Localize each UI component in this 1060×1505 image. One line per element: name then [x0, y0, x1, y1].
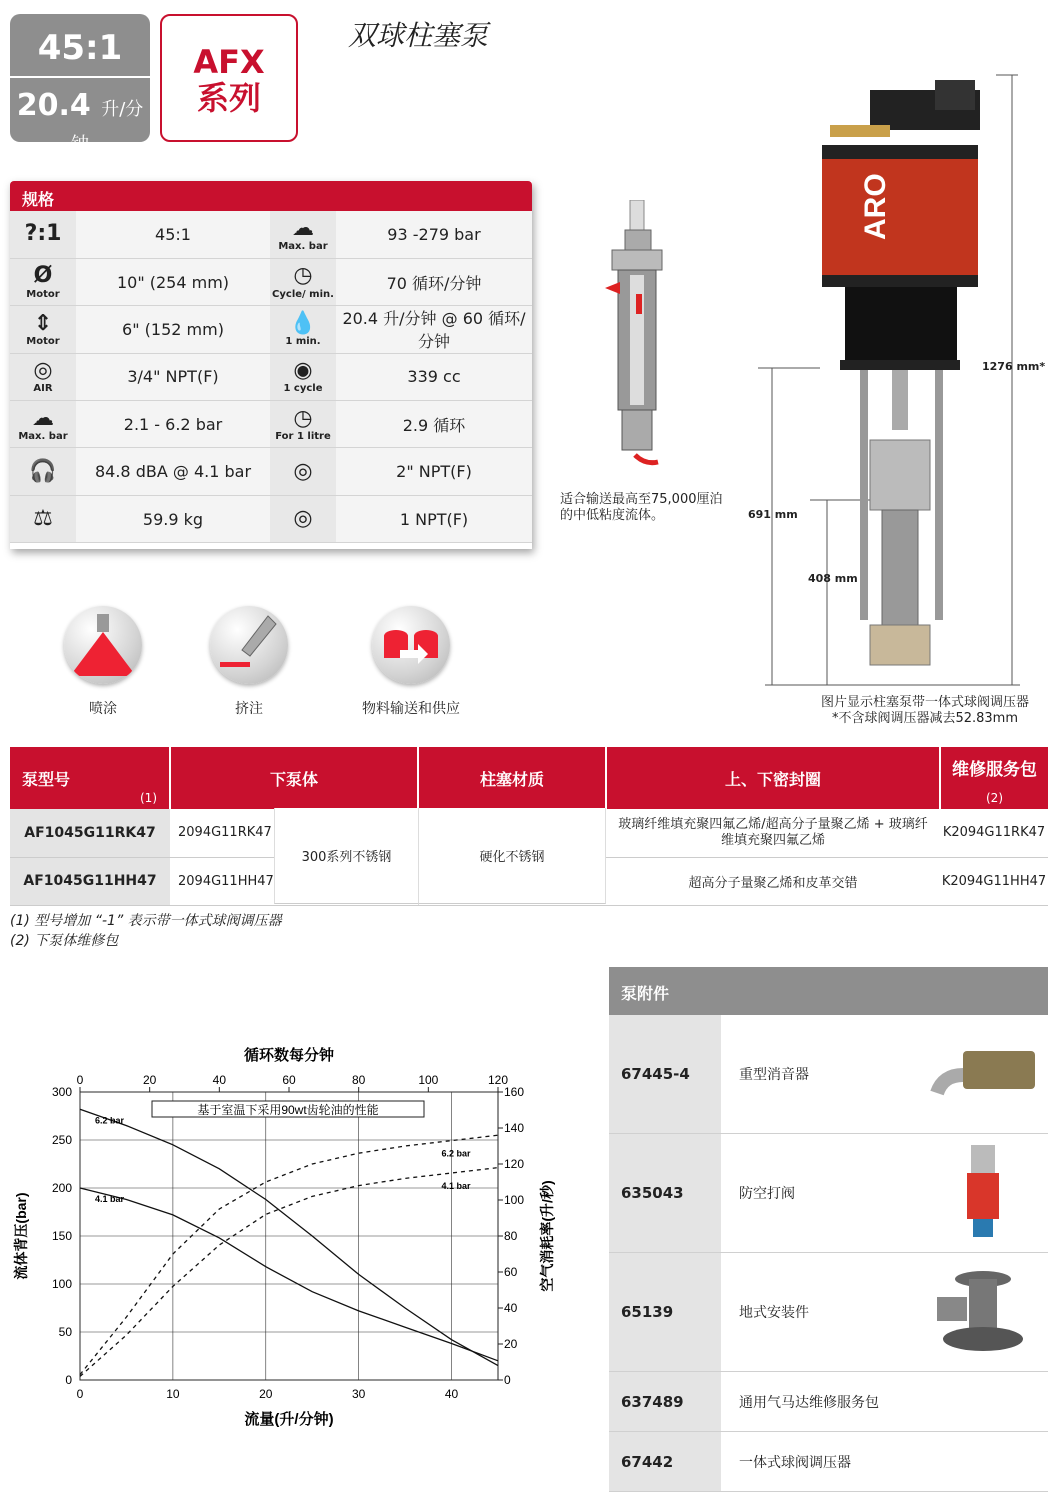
list-item	[609, 1253, 1048, 1372]
list-item	[609, 1015, 1048, 1134]
table-row	[10, 353, 532, 400]
ratio-icon: ?:1	[10, 211, 76, 258]
series-line	[80, 1135, 498, 1374]
y-tick-label: 200	[51, 1181, 72, 1195]
spec-value-right: 20.4 升/分钟 @ 60 循环/分钟	[336, 306, 532, 353]
floor-mount-icon	[918, 1253, 1048, 1371]
table-row	[10, 306, 532, 353]
series-label: 4.1 bar	[441, 1181, 471, 1191]
y2-tick-label: 120	[504, 1157, 525, 1171]
y2-tick-label: 40	[504, 1301, 518, 1315]
th-lower: 下泵体	[170, 747, 418, 809]
spec-value-left: 59.9 kg	[76, 495, 270, 542]
footnote-2: (2) 下泵体维修包	[10, 933, 119, 949]
app-extrude	[194, 606, 304, 718]
list-item	[609, 1372, 1048, 1432]
spec-value-left: 84.8 dBA @ 4.1 bar	[76, 448, 270, 495]
list-item	[609, 1134, 1048, 1253]
body-material: 300系列不锈钢	[274, 808, 418, 904]
x2-tick-label: 20	[142, 1073, 157, 1087]
series-label: 6.2 bar	[441, 1148, 471, 1159]
table-row	[10, 258, 532, 305]
model-cell: AF1045G11HH47	[10, 857, 170, 905]
lower-pump-caption: 适合输送最高至75,000厘泊的中低粘度流体。	[560, 492, 723, 523]
x2-tick-label: 120	[487, 1073, 509, 1087]
series-label: 6.2 bar	[95, 1115, 125, 1126]
spec-value-left: 2.1 - 6.2 bar	[76, 401, 270, 448]
spec-value-left: 10" (254 mm)	[76, 258, 270, 305]
table-row	[10, 448, 532, 495]
fluid-outlet-icon: ◎	[270, 495, 336, 542]
page-title: 双球柱塞泵	[348, 19, 489, 52]
y2-tick-label: 0	[504, 1373, 511, 1387]
dim-691: 691 mm	[748, 508, 798, 521]
lower-cell: 2094G11HH47	[170, 857, 418, 905]
x-tick-label: 40	[444, 1387, 459, 1401]
kit-cell: K2094G11HH47	[940, 857, 1048, 905]
table-row	[10, 211, 532, 258]
app-transfer	[356, 606, 466, 718]
series-line	[80, 1109, 498, 1365]
air-pressure-icon: ☁ Max. bar	[10, 401, 76, 448]
spec-value-left: 45:1	[76, 211, 270, 258]
muffler-icon	[918, 1015, 1048, 1133]
y-axis-label: 流体背压(bar)	[13, 1192, 29, 1280]
series-line	[80, 1188, 498, 1361]
spray-icon	[64, 606, 142, 684]
seal-cell: 超高分子量聚乙烯和皮革交错	[606, 857, 940, 905]
spec-value-left: 6" (152 mm)	[76, 306, 270, 353]
pump-caption-line1: 图片显示柱塞泵带一体式球阀调压器	[820, 695, 1029, 710]
series-label: 4.1 bar	[95, 1194, 125, 1204]
max-bar-icon: ☁ Max. bar	[270, 211, 336, 258]
part-number: 65139	[609, 1253, 721, 1371]
motor-diameter-icon: Ø Motor	[10, 258, 76, 305]
part-number: 637489	[609, 1372, 721, 1431]
app-label: 物料输送和供应	[362, 701, 460, 717]
cycle-volume-icon: ◉ 1 cycle	[270, 353, 336, 400]
y-tick-label: 150	[51, 1229, 72, 1243]
ratio-value: 45:1	[10, 14, 150, 78]
table-row	[10, 495, 532, 542]
table-row	[10, 401, 532, 448]
motor-stroke-icon: ⇕ Motor	[10, 306, 76, 353]
th-kit: 维修服务包 (2)	[940, 747, 1048, 809]
chart-title: 循环数每分钟	[243, 1047, 335, 1064]
flow-unit: 升/分钟	[71, 99, 144, 155]
x-tick-label: 20	[259, 1387, 273, 1401]
spec-value-right: 339 cc	[336, 353, 532, 400]
x-tick-label: 10	[166, 1387, 180, 1401]
y2-tick-label: 80	[504, 1229, 518, 1243]
spec-table	[10, 181, 532, 549]
app-label: 喷涂	[89, 701, 117, 717]
series-badge	[160, 14, 298, 142]
flow-1min-icon: 💧 1 min.	[270, 306, 336, 353]
flow-value: 20.4	[16, 88, 91, 123]
y-tick-label: 0	[65, 1373, 72, 1387]
x-axis-label: 流量(升/分钟)	[244, 1411, 334, 1428]
part-name: 一体式球阀调压器	[739, 1454, 851, 1471]
th-seal: 上、下密封圈	[606, 747, 940, 809]
kit-cell: K2094G11RK47	[940, 809, 1048, 857]
noise-icon: 🎧	[10, 448, 76, 495]
y2-tick-label: 140	[504, 1121, 525, 1135]
y2-tick-label: 100	[504, 1193, 525, 1207]
part-name: 防空打阀	[739, 1186, 795, 1202]
app-label: 挤注	[235, 701, 263, 717]
air-inlet-icon: ◎ AIR	[10, 353, 76, 400]
spec-value-right: 1 NPT(F)	[336, 495, 532, 542]
dim-total: 1276 mm*	[982, 360, 1046, 373]
y2-tick-label: 20	[504, 1337, 518, 1351]
th-model: 泵型号 (1)	[10, 747, 170, 809]
y2-tick-label: 60	[504, 1265, 518, 1279]
series-line2: 系列	[196, 79, 261, 117]
per-litre-icon: ◷ For 1 litre	[270, 401, 336, 448]
y-tick-label: 50	[58, 1325, 72, 1339]
y2-axis-label: 空气消耗率(升/秒)	[539, 1180, 555, 1292]
x2-tick-label: 80	[351, 1073, 366, 1087]
pump-image	[740, 70, 1050, 695]
chart-subtitle: 基于室温下采用90wt齿轮油的性能	[197, 1103, 379, 1117]
spec-value-right: 70 循环/分钟	[336, 258, 532, 305]
pump-brand: ARO	[859, 173, 892, 240]
th-plunger: 柱塞材质	[418, 747, 606, 809]
seal-cell: 玻璃纤维填充聚四氟乙烯/超高分子量聚乙烯 + 玻璃纤维填充聚四氟乙烯	[606, 809, 940, 857]
cycle-min-icon: ◷ Cycle/ min.	[270, 258, 336, 305]
spec-value-right: 2.9 循环	[336, 401, 532, 448]
x2-tick-label: 100	[418, 1073, 439, 1087]
lower-pump-image	[600, 200, 680, 480]
ratio-badge	[10, 14, 150, 155]
accessories-title: 泵附件	[609, 967, 1048, 1015]
spec-value-right: 2" NPT(F)	[336, 448, 532, 495]
runaway-valve-icon	[918, 1134, 1048, 1252]
spec-value-left: 3/4" NPT(F)	[76, 353, 270, 400]
series-line1: AFX	[193, 43, 265, 81]
part-number: 67442	[609, 1432, 721, 1491]
part-name: 通用气马达维修服务包	[739, 1394, 879, 1411]
transfer-icon	[372, 606, 450, 684]
model-cell: AF1045G11RK47	[10, 809, 170, 857]
y-tick-label: 250	[51, 1133, 72, 1147]
y2-tick-label: 160	[504, 1085, 525, 1099]
y-tick-label: 300	[51, 1085, 72, 1099]
pump-caption	[800, 695, 1050, 727]
performance-chart	[0, 1040, 600, 1440]
pump-caption-line2: *不含球阀调压器减去52.83mm	[831, 711, 1019, 726]
part-name: 地式安装件	[739, 1305, 809, 1321]
weight-icon: ⚖	[10, 495, 76, 542]
x2-tick-label: 60	[282, 1073, 296, 1087]
dim-408: 408 mm	[808, 572, 858, 585]
part-number: 635043	[609, 1134, 721, 1252]
app-spray	[48, 606, 158, 718]
part-number: 67445-4	[609, 1015, 721, 1133]
accessories-panel	[609, 967, 1048, 1492]
y-tick-label: 100	[51, 1277, 72, 1291]
note2-mark: (2)	[986, 791, 1003, 805]
x-tick-label: 0	[76, 1387, 84, 1401]
fluid-inlet-icon: ◎	[270, 448, 336, 495]
list-item	[609, 1432, 1048, 1492]
spec-title: 规格	[10, 181, 532, 211]
part-name: 重型消音器	[739, 1067, 809, 1083]
lower-cell: 2094G11RK47	[170, 809, 418, 857]
x-tick-label: 30	[351, 1387, 366, 1401]
x2-tick-label: 0	[76, 1073, 84, 1087]
spec-value-right: 93 -279 bar	[336, 211, 532, 258]
series-line	[80, 1168, 498, 1377]
x2-tick-label: 40	[212, 1073, 227, 1087]
extrude-icon	[210, 606, 288, 684]
footnote-1: (1) 型号增加 “-1” 表示带一体式球阀调压器	[10, 913, 282, 929]
note1-mark: (1)	[140, 791, 157, 805]
plunger-material: 硬化不锈钢	[418, 808, 606, 904]
